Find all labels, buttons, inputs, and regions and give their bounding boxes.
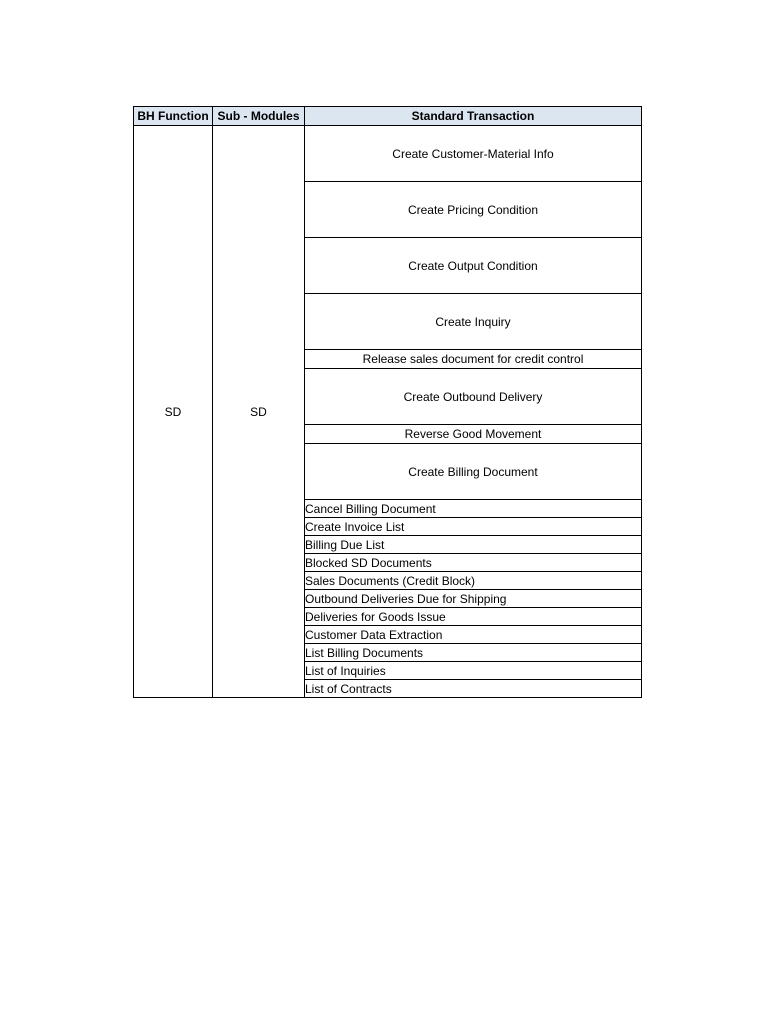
transaction-cell: Blocked SD Documents xyxy=(305,554,642,572)
transaction-cell: Create Inquiry xyxy=(305,294,642,350)
transaction-cell: Create Outbound Delivery xyxy=(305,369,642,425)
transaction-cell: Sales Documents (Credit Block) xyxy=(305,572,642,590)
bh-function-cell: SD xyxy=(134,126,213,698)
transaction-cell: Customer Data Extraction xyxy=(305,626,642,644)
transaction-cell: Create Customer-Material Info xyxy=(305,126,642,182)
transaction-cell: Create Billing Document xyxy=(305,444,642,500)
header-row xyxy=(134,107,642,126)
header-bh-function: BH Function xyxy=(134,107,213,126)
table-row xyxy=(134,126,642,182)
sub-module-cell: SD xyxy=(213,126,305,698)
transaction-cell: Deliveries for Goods Issue xyxy=(305,608,642,626)
transaction-cell: Create Pricing Condition xyxy=(305,182,642,238)
transaction-cell: Create Invoice List xyxy=(305,518,642,536)
transaction-cell: Create Output Condition xyxy=(305,238,642,294)
transaction-cell: List of Contracts xyxy=(305,680,642,698)
transaction-cell: Cancel Billing Document xyxy=(305,500,642,518)
transaction-cell: List of Inquiries xyxy=(305,662,642,680)
transaction-cell: List Billing Documents xyxy=(305,644,642,662)
transaction-cell: Outbound Deliveries Due for Shipping xyxy=(305,590,642,608)
transaction-cell: Billing Due List xyxy=(305,536,642,554)
transaction-cell: Release sales document for credit control xyxy=(305,350,642,369)
transactions-table xyxy=(133,106,642,698)
header-standard-transaction: Standard Transaction xyxy=(305,107,642,126)
transaction-cell: Reverse Good Movement xyxy=(305,425,642,444)
header-sub-modules: Sub - Modules xyxy=(213,107,305,126)
